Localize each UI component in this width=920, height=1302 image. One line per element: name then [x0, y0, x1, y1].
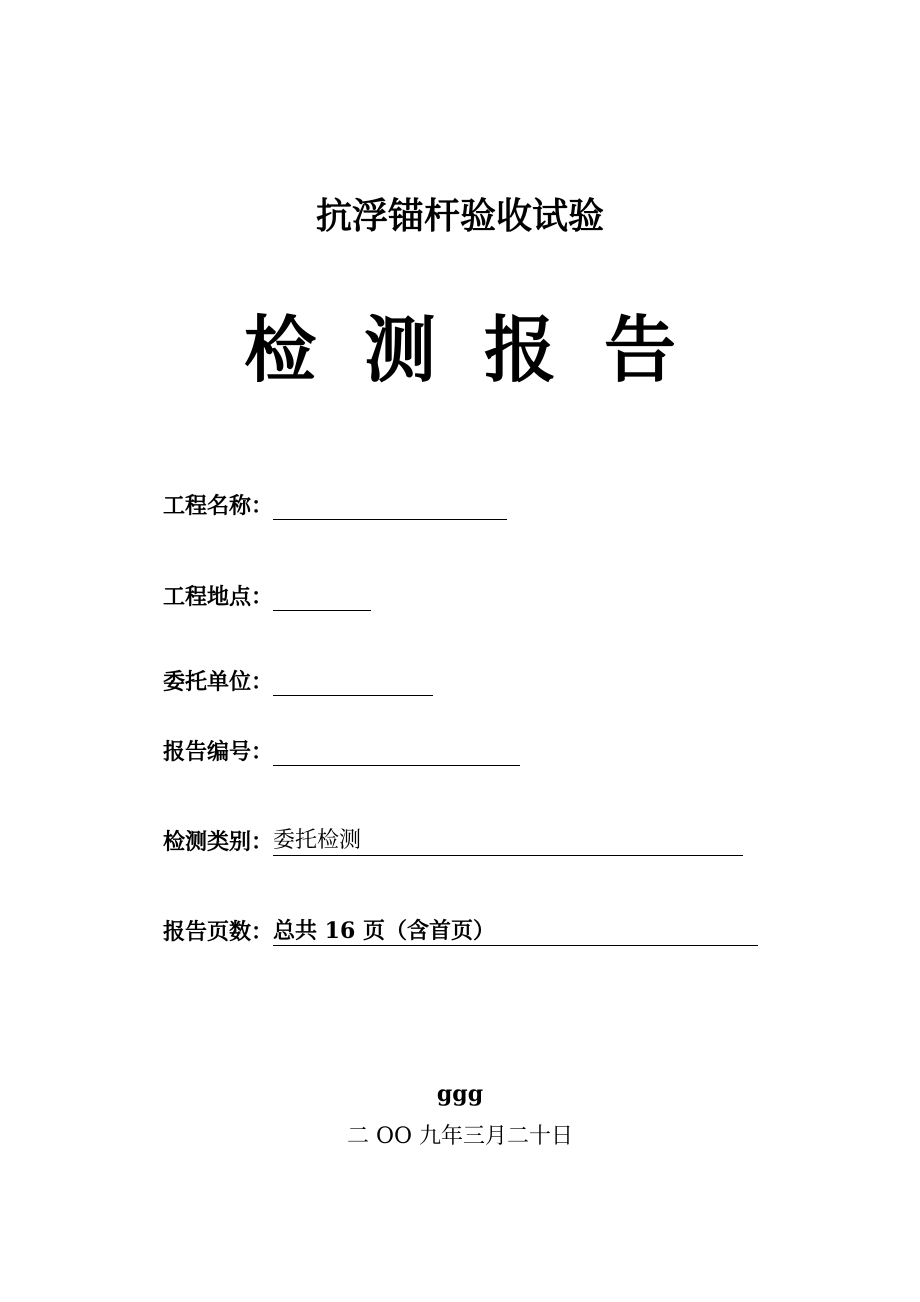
field-inspection-type-label: 检测类别：	[163, 829, 274, 855]
field-client-label: 委托单位：	[163, 669, 274, 695]
field-client	[163, 660, 433, 696]
field-project-name-value	[273, 492, 507, 520]
organization-name: ggg	[436, 1081, 484, 1107]
field-inspection-type	[163, 820, 743, 856]
field-project-name	[163, 484, 507, 520]
report-subtitle: 抗浮锚杆验收试验	[315, 195, 604, 237]
field-report-number	[163, 730, 520, 766]
field-project-location	[163, 575, 371, 611]
field-report-number-value	[273, 738, 520, 766]
field-inspection-type-value: 委托检测	[273, 828, 743, 856]
field-client-value	[273, 668, 433, 696]
report-date: 二 OO 九年三月二十日	[346, 1124, 574, 1149]
field-page-count-label: 报告页数：	[163, 919, 274, 945]
field-page-count	[163, 910, 758, 946]
field-page-count-value: 总共 16 页（含首页）	[273, 918, 758, 946]
field-project-location-label: 工程地点：	[163, 584, 274, 610]
report-title: 检测报告	[243, 307, 724, 392]
field-project-name-label: 工程名称：	[163, 493, 274, 519]
field-project-location-value	[273, 583, 371, 611]
field-report-number-label: 报告编号：	[163, 739, 274, 765]
